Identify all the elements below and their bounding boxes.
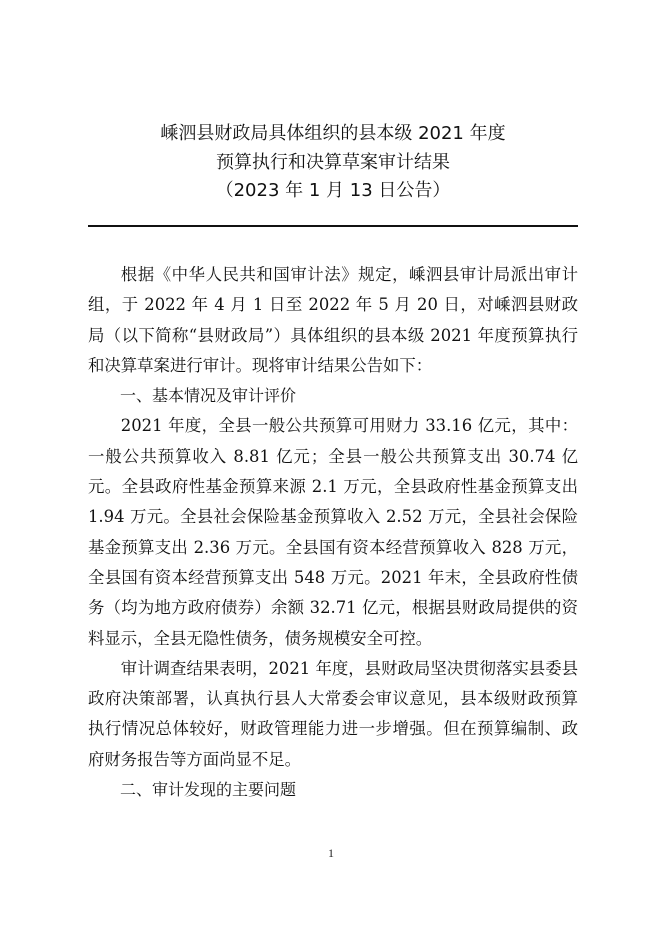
evaluation-paragraph: 审计调查结果表明，2021 年度，县财政局坚决贯彻落实县委县政府决策部署，认真执行县人大常委会审议意见，县本级财政预算执行情况总体较好，财政管理能力进一步增强。但在预算编制、政府财务报告等方面尚显不足。	[88, 658, 578, 769]
section-heading-1: 一、基本情况及审计评价	[120, 386, 297, 406]
intro-paragraph: 根据《中华人民共和国审计法》规定，嵊泗县审计局派出审计组，于 2022 年 4 月 1 日至 2022 年 5 月 20 日，对嵊泗县财政局（以下简称“县财政局”）具体组织的县本级 2021 年度预算执行和决算草案进行审计。现将审计结果公告如下：	[88, 265, 578, 375]
section-heading-2: 二、审计发现的主要问题	[120, 780, 297, 800]
basic-situation-paragraph: 2021 年度，全县一般公共预算可用财力 33.16 亿元，其中：一般公共预算收入 8.81 亿元；全县一般公共预算支出 30.74 亿元。全县政府性基金预算来源 2.1 万元，全县政府性基金预算支出 1.94 万元。全县社会保险基金预算收入 2.52 万元，全县社会保险基金预算支出 2.36 万元。全县国有资本经营预算收入 828 万元，全县国有资本经营预算支出 548 万元。2021 年末，全县政府性债务（均为地方政府债券）余额 32.71 亿元，根据县财政局提供的资料显示，全县无隐性债务，债务规模安全可控。	[88, 416, 578, 648]
title-divider	[88, 225, 578, 227]
title-date-line: （2023 年 1 月 13 日公告）	[215, 180, 451, 201]
document-body	[88, 260, 578, 805]
page-number: 1	[328, 846, 334, 860]
title-line-2: 预算执行和决算草案审计结果	[216, 151, 450, 173]
document-title	[88, 120, 578, 206]
title-line-1: 嵊泗县财政局具体组织的县本级 2021 年度	[160, 123, 506, 144]
